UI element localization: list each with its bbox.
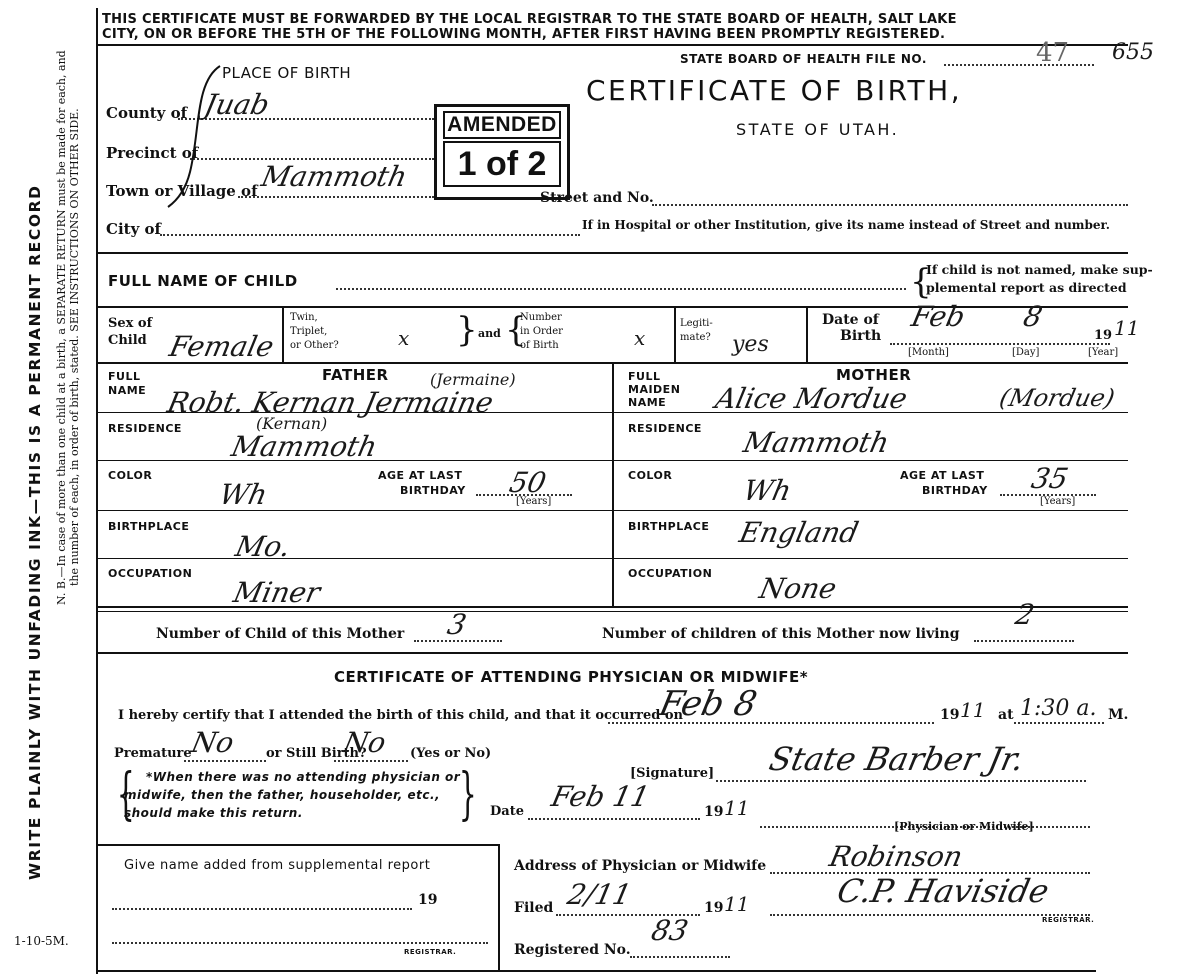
father-residence-label: RESIDENCE <box>108 422 182 435</box>
month-caption: [Month] <box>908 347 949 358</box>
mother-residence-label: RESIDENCE <box>628 422 702 435</box>
order-label3: of Birth <box>520 340 559 351</box>
registered-value: 83 <box>648 914 692 947</box>
child-number-value: 3 <box>444 608 470 641</box>
legit-label2: mate? <box>680 332 711 343</box>
signature-line <box>716 780 1086 782</box>
rule-below-parents-2 <box>98 611 1128 612</box>
child-name-label: FULL NAME OF CHILD <box>108 272 298 290</box>
supp-line-1 <box>112 908 412 910</box>
address-value: Robinson <box>826 840 966 873</box>
father-residence-value: Mammoth <box>228 430 381 463</box>
amended-stamp <box>434 104 570 200</box>
living-value: 2 <box>1012 598 1038 631</box>
occurred-value: Feb 8 <box>655 684 761 724</box>
precinct-label: Precinct of <box>106 144 199 162</box>
occurred-year: 11 <box>960 698 986 722</box>
twin-value: x <box>398 326 410 350</box>
occurred-year-prefix: 19 <box>940 707 960 723</box>
order-label1: Number <box>520 312 562 323</box>
sep-order <box>674 306 676 362</box>
twin-label2: Triplet, <box>290 326 328 337</box>
m-label: M. <box>1108 707 1129 723</box>
premature-line <box>184 760 266 762</box>
file-no-value: 47 <box>1036 38 1070 68</box>
twin-brace: } <box>456 310 478 350</box>
county-value: Juab <box>201 88 273 121</box>
supp-rule-top <box>98 844 498 846</box>
mother-heading: MOTHER <box>836 366 912 384</box>
mother-name-label3: NAME <box>628 396 667 409</box>
mother-rule-2 <box>612 460 1128 461</box>
side-nb-line2: the number of each, in order of birth, stated. SEE INSTRUCTIONS ON OTHER SIDE. <box>68 108 81 586</box>
town-line <box>238 196 434 198</box>
mother-birthplace-label: BIRTHPLACE <box>628 520 710 533</box>
living-label: Number of children of this Mother now living <box>602 626 960 642</box>
date-year: 11 <box>724 796 750 820</box>
note-brace-right: } <box>458 762 477 827</box>
father-age-value: 50 <box>506 466 550 499</box>
date-label: Date <box>490 804 524 819</box>
mother-rule-3 <box>612 510 1128 511</box>
supp-registrar-caption: REGISTRAR. <box>404 948 457 956</box>
sex-label1: Sex of <box>108 316 153 331</box>
sep-sex <box>282 306 284 362</box>
father-rule-4 <box>98 558 612 559</box>
mother-color-value: Wh <box>740 474 795 507</box>
at-label: at <box>998 707 1014 723</box>
registered-label: Registered No. <box>514 942 631 958</box>
certificate-subtitle: STATE OF UTAH. <box>736 120 900 139</box>
mother-years-caption: [Years] <box>1040 496 1076 507</box>
father-rule-2 <box>98 460 612 461</box>
father-rule-1 <box>98 412 612 413</box>
day-caption: [Day] <box>1012 347 1040 358</box>
father-birthplace-label: BIRTHPLACE <box>108 520 190 533</box>
twin-label1: Twin, <box>290 312 318 323</box>
frame-bottom <box>96 970 1096 972</box>
time-line <box>1014 722 1104 724</box>
certify-text: I hereby certify that I attended the birth of this child, and that it occurred on <box>118 708 683 723</box>
supp-heading: Give name added from supplemental report <box>124 858 431 873</box>
filed-year: 11 <box>724 892 750 916</box>
sep-legit <box>806 306 808 362</box>
mother-name-correction: (Mordue) <box>997 384 1118 412</box>
physician-heading: CERTIFICATE OF ATTENDING PHYSICIAN OR MIDWIFE* <box>334 668 809 686</box>
hospital-note: If in Hospital or other Institution, give its name instead of Street and number. <box>582 218 1110 232</box>
place-heading: PLACE OF BIRTH <box>222 64 352 82</box>
twin-label3: or Other? <box>290 340 339 351</box>
legit-label1: Legiti- <box>680 318 713 329</box>
filed-value: 2/11 <box>564 878 635 911</box>
sex-label2: Child <box>108 333 147 348</box>
father-rule-3 <box>98 510 612 511</box>
father-name-value: Robt. Kernan Jermaine <box>164 386 497 419</box>
file-no-line <box>944 64 1094 66</box>
year-caption: [Year] <box>1088 347 1119 358</box>
address-label: Address of Physician or Midwife <box>514 858 767 874</box>
header-notice-2: CITY, ON OR BEFORE THE 5TH OF THE FOLLOWING MONTH, AFTER FIRST HAVING BEEN PROMPTLY REGISTERED. <box>102 27 946 42</box>
registrar-caption: REGISTRAR. <box>1042 916 1095 924</box>
father-occupation-label: OCCUPATION <box>108 567 193 580</box>
note-line2: midwife, then the father, householder, etc., <box>124 788 441 802</box>
premature-value: No <box>188 726 237 759</box>
side-permanent-record: WRITE PLAINLY WITH UNFADING INK—THIS IS A PERMANENT RECORD <box>26 184 44 880</box>
mother-age-label1: AGE AT LAST <box>900 469 985 482</box>
town-label: Town or Village of <box>106 182 258 200</box>
date-value: Feb 11 <box>548 780 653 813</box>
dob-line <box>890 343 1110 345</box>
father-age-label2: BIRTHDAY <box>400 484 466 497</box>
county-label: County of <box>106 104 188 122</box>
header-notice-1: THIS CERTIFICATE MUST BE FORWARDED BY THE LOCAL REGISTRAR TO THE STATE BOARD OF HEALTH, SALT LAKE <box>102 12 957 27</box>
certificate-title: CERTIFICATE OF BIRTH, <box>586 74 963 107</box>
dob-label2: Birth <box>840 328 882 344</box>
father-name-correction: (Jermaine) <box>430 370 516 389</box>
mother-occupation-label: OCCUPATION <box>628 567 713 580</box>
rule-above-physician <box>98 652 1128 654</box>
father-occupation-value: Miner <box>230 576 324 609</box>
form-code: 1-10-5M. <box>14 934 69 948</box>
mother-occupation-value: None <box>756 572 840 605</box>
mother-name-label2: MAIDEN <box>628 383 681 396</box>
date-line <box>528 818 700 820</box>
signature-value: State Barber Jr. <box>765 740 1028 778</box>
mother-rule-1 <box>612 412 1128 413</box>
not-named-note1: If child is not named, make sup- <box>926 262 1153 277</box>
not-named-bracket: { <box>910 262 932 302</box>
still-value: No <box>340 726 389 759</box>
file-no-margin: 655 <box>1112 40 1154 65</box>
time-value: 1:30 a. <box>1020 696 1097 721</box>
supp-rule-right <box>498 844 500 970</box>
not-named-note2: plemental report as directed <box>926 280 1127 295</box>
dob-month: Feb <box>908 300 968 333</box>
yes-no: (Yes or No) <box>410 746 492 761</box>
supp-year-prefix: 19 <box>418 892 438 908</box>
father-name-label1: FULL <box>108 370 141 383</box>
file-no-label: STATE BOARD OF HEALTH FILE NO. <box>680 52 927 66</box>
filed-label: Filed <box>514 900 554 916</box>
stamp-line1: AMENDED <box>443 111 561 139</box>
registrar-signature: C.P. Haviside <box>833 872 1053 910</box>
child-number-label: Number of Child of this Mother <box>156 626 405 642</box>
still-line <box>334 760 408 762</box>
frame-left <box>96 8 98 974</box>
street-label: Street and No. <box>540 190 654 206</box>
mother-name-value: Alice Mordue <box>712 382 911 415</box>
note-line1: *When there was no attending physician or <box>146 770 461 784</box>
father-color-value: Wh <box>216 478 271 511</box>
still-label: or Still Birth? <box>266 746 367 761</box>
mother-name-label1: FULL <box>628 370 661 383</box>
order-value: x <box>634 326 646 350</box>
order-brace: { <box>505 310 527 350</box>
legit-value: yes <box>732 332 769 357</box>
father-name-label2: NAME <box>108 384 147 397</box>
order-label2: in Order <box>520 326 563 337</box>
dob-day: 8 <box>1020 300 1046 333</box>
sex-value: Female <box>166 330 277 363</box>
place-bracket <box>160 62 230 212</box>
mother-rule-4 <box>612 558 1128 559</box>
note-line3: should make this return. <box>124 806 303 820</box>
rule-below-parents <box>98 606 1128 608</box>
city-label: City of <box>106 220 161 238</box>
living-line <box>974 640 1074 642</box>
and-label: and <box>478 327 501 340</box>
town-value: Mammoth <box>258 160 411 193</box>
street-line <box>652 204 1128 206</box>
stamp-line2: 1 of 2 <box>443 141 561 187</box>
filed-year-prefix: 19 <box>704 900 724 916</box>
dob-year: 11 <box>1114 316 1140 340</box>
child-name-line <box>336 288 906 290</box>
parents-divider <box>612 362 614 608</box>
father-color-label: COLOR <box>108 469 153 482</box>
dob-year-prefix: 19 <box>1094 328 1113 343</box>
date-year-prefix: 19 <box>704 804 724 820</box>
rule-above-name <box>98 252 1128 254</box>
father-residence-correction: (Kernan) <box>256 414 328 433</box>
role-caption: [Physician or Midwife] <box>894 820 1034 833</box>
father-age-label1: AGE AT LAST <box>378 469 463 482</box>
header-rule <box>98 44 1128 46</box>
mother-color-label: COLOR <box>628 469 673 482</box>
rule-above-sex <box>98 306 1128 308</box>
mother-age-value: 35 <box>1028 462 1072 495</box>
father-years-caption: [Years] <box>516 496 552 507</box>
dob-label1: Date of <box>822 312 879 328</box>
father-birthplace-value: Mo. <box>232 530 294 563</box>
mother-residence-value: Mammoth <box>740 426 893 459</box>
registered-line <box>630 956 730 958</box>
mother-birthplace-value: England <box>736 516 862 549</box>
side-nb-line1: N. B.—In case of more than one child at a birth, a SEPARATE RETURN must be made for each, and <box>55 50 68 605</box>
mother-age-label2: BIRTHDAY <box>922 484 988 497</box>
note-brace-left: { <box>116 762 135 827</box>
premature-label: Premature <box>114 746 192 761</box>
city-line <box>160 234 580 236</box>
signature-label: [Signature] <box>630 766 715 781</box>
supp-line-2 <box>112 942 488 944</box>
father-heading: FATHER <box>322 366 389 384</box>
